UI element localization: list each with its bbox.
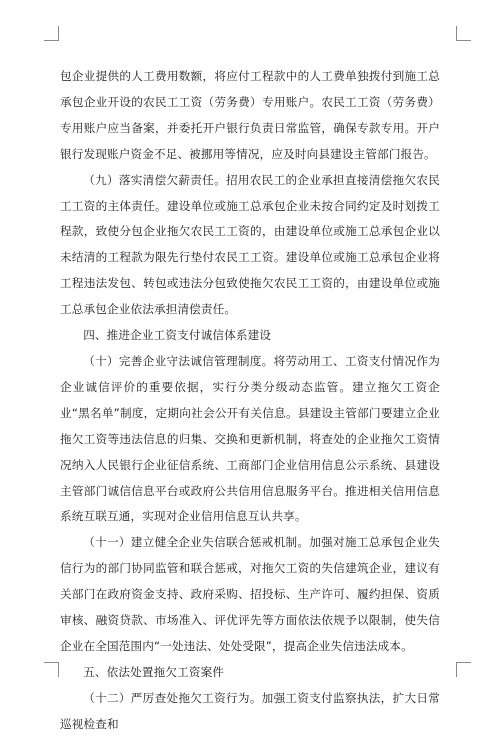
paragraph-item-9: （九）落实清偿欠薪责任。招用农民工的企业承担直接清偿拖欠农民工工资的主体责任。建设单位或施工总承包企业未按合同约定及时划拨工程款，致使分包企业拖欠农民工工资的，由建设单位或施工总承包企业以未结清的工程款为限先行垫付农民工工资。建设单位或施工总承包企业将工程违法发包、转包或违法分包致使拖欠农民工工资的，由建设单位或施工总承包企业依法承担清偿责任。 [60,172,440,317]
paragraph-continuation: 包企业提供的人工费用数额，将应付工程款中的人工费单独拨付到施工总承包企业开设的农民工工资（劳务费）专用账户。农民工工资（劳务费）专用账户应当备案，并委托开户银行负责日常监管，确保专款专用。开户银行发现账户资金不足、被挪用等情况，应及时向县建设主管部门报告。 [60,69,440,161]
paragraph-item-11: （十一）建立健全企业失信联合惩戒机制。加强对施工总承包企业失信行为的部门协同监管和联合惩戒，对拖欠工资的失信建筑企业，建议有关部门在政府资金支持、政府采购、招投标、生产许可、履约担保、资质审核、融资贷款、市场准入、评优评先等方面依法依规予以限制，使失信企业在全国范围内“一处违法、处处受限”，提高企业失信违法成本。 [60,535,440,653]
crop-mark-bottom-left [44,662,59,677]
crop-mark-top-left [44,26,59,41]
section-heading-4: 四、推进企业工资支付诚信体系建设 [83,328,272,343]
crop-mark-top-right [456,26,471,41]
document-body [60,64,440,738]
crop-mark-bottom-right [456,662,471,677]
paragraph-item-12: （十二）严厉查处拖欠工资行为。加强工资支付监察执法，扩大日常巡视检查和 [60,690,440,731]
paragraph-item-10: （十）完善企业守法诚信管理制度。将劳动用工、工资支付情况作为企业诚信评价的重要依据，实行分类分级动态监管。建立拖欠工资企业“黑名单”制度，定期向社会公开有关信息。县建设主管部门要建立企业拖欠工资等违法信息的归集、交换和更新机制，将查处的企业拖欠工资情况纳入人民银行企业征信系统、工商部门企业信用信息公示系统、县建设主管部门诚信信息平台或政府公共信用信息服务平台。推进相关信用信息系统互联互通，实现对企业信用信息互认共享。 [60,353,440,524]
section-heading-5: 五、依法处置拖欠工资案件 [83,664,225,679]
